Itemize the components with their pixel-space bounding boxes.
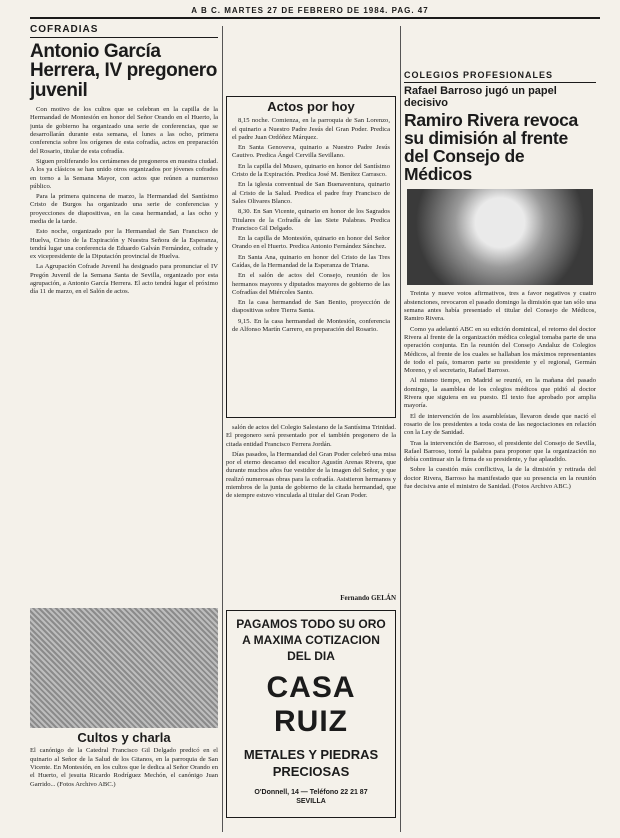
list-item: En Santa Genoveva, quinario a Nuestro Padre Jesús Cautivo. Predica Ángel Cervilla Sevillano. — [232, 144, 390, 160]
headline: Ramiro Rivera revoca su dimisión al frente del Consejo de Médicos — [404, 110, 578, 184]
section-title: COFRADIAS — [30, 24, 99, 35]
ad-line: PRECIOSAS — [272, 764, 350, 779]
column-divider — [400, 26, 401, 832]
headline: Antonio García Herrera, IV pregonero juvenil — [30, 41, 217, 101]
list-item: En la capilla de Montesión, quinario en honor del Señor Orando en el Huerto. Predica Antonio Fernández Sánchez. — [232, 235, 390, 251]
paragraph: Treinta y nueve votos afirmativos, tres a favor negativos y cuatro abstenciones, revocaron el pasado domingo la dimisión que tan sólo una semana antes había presentado el titular del Consejo de Médicos, Ramiro Rivera. — [404, 290, 596, 323]
column-divider — [222, 26, 223, 832]
portrait-photo — [407, 189, 593, 285]
paragraph: Tras la intervención de Barroso, el presidente del Consejo de Sevilla, Rafael Barroso, tomó la palabra para proponer que la organización no debía continuar sin la firma de su presidente, y fue aplaudido. — [404, 439, 596, 464]
article-body — [226, 424, 396, 592]
paragraph: La Agrupación Cofrade Juvenil ha designado para pronunciar el IV Pregón Juvenil de la Semana Santa de Sevilla, organizado por esta agrupación, a Antonio García Herrera. El acto tendrá lugar el próximo día 11 de marzo, en el Salón de actos. — [30, 263, 218, 296]
list-item: En la casa hermandad de San Benito, proyección de diapositivas sobre Tierra Santa. — [232, 299, 390, 315]
paragraph: salón de actos del Colegio Salesiano de la Santísima Trinidad. El pregonero será presentado por el también pregonero de la citada entidad Francisco Ferrera Jordán. — [226, 424, 396, 448]
ad-city: SEVILLA — [296, 798, 326, 805]
ad-line: PAGAMOS TODO SU ORO — [236, 617, 386, 631]
article-body — [30, 106, 218, 604]
running-head: A B C. MARTES 27 DE FEBRERO DE 1984. PAG. 47 — [191, 6, 429, 15]
paragraph: Para la primera quincena de marzo, la Hermandad del Santísimo Cristo de Burgos ha organizado una serie de conferencias y proyecciones de diapositivas, en la casa hermandad, a las ocho y media de la tarde. — [30, 193, 218, 225]
list-item: En el salón de actos del Consejo, reunión de los hermanos mayores y diputados mayores de gobierno de las Cofradías del Miércoles Santo. — [232, 272, 390, 296]
ad-brand: CASA RUIZ — [266, 671, 356, 738]
paragraph: Como ya adelantó ABC en su edición dominical, el retorno del doctor Rivera al frente de la organización médica colegial tomaba parte de una operación conjunta. En la reunión del Consejo Andaluz de Colegios Médicos, al frente de los cuales se hallaban los máximos representantes de todo el país, tomaron parte su presidente y el regional, Germán Moreno, y el secretario, Rafael Barroso. — [404, 325, 596, 375]
list-item: En la iglesia conventual de San Buenaventura, quinario al Cristo de la Salud. Predica el padre fray Francisco de Sales Olivares Blanco. — [232, 181, 390, 205]
ad-address: O'Donnell, 14 — Teléfono 22 21 87 — [254, 789, 368, 796]
section-title: COLEGIOS PROFESIONALES — [404, 70, 554, 80]
column-actos — [226, 96, 396, 832]
paragraph: Esto noche, organizado por la Hermandad de San Francisco de Huelva, Cristo de la Expiración y Nuestra Señora de la Esperanza, tendrá lugar una conferencia de Eduardo Galván Fernández, cofrade y ex vicepresidente de la Diputación provincial de Huelva. — [30, 228, 218, 261]
list-item: En Santa Ana, quinario en honor del Cristo de las Tres Caídas, de la Hermandad de la Esperanza de Triana. — [232, 253, 390, 269]
list-item: 8,15 noche. Comienza, en la parroquia de San Lorenzo, el quinario a Nuestro Padre Jesús del Gran Poder. Predica el padre Juan Ordóñez Márquez. — [232, 117, 390, 141]
list-item: 8,30. En San Vicente, quinario en honor de los Sagrados Titulares de la Cofradía de las Siete Palabras. Predica Francisco Gil Delgado. — [232, 208, 390, 232]
box-items — [232, 117, 390, 403]
top-rule — [30, 17, 600, 19]
kicker: Rafael Barroso jugó un papel decisivo — [404, 85, 557, 109]
box-title: Actos por hoy — [267, 99, 355, 114]
column-cofradias — [30, 22, 218, 832]
actos-box — [226, 96, 396, 418]
paragraph: Al mismo tiempo, en Madrid se reunió, en la mañana del pasado domingo, la asamblea de los colegios médicos que pidió al doctor Rivera que siguiera en su puesto. El texto fue aprobado por amplia mayoría. — [404, 377, 596, 410]
signature: Fernando GELÁN — [340, 594, 396, 602]
photo — [30, 608, 218, 728]
list-item: En la capilla del Museo, quinario en honor del Santísimo Cristo de la Expiración. Predica José M. Benítez Carrasco. — [232, 162, 390, 179]
ad-line: METALES Y PIEDRAS — [243, 747, 379, 762]
paragraph: Sobre la cuestión más conflictiva, la de la dimisión y retirada del doctor Rivera, Barroso ha manifestado que su presencia en la reunión fue decisiva ante el ministro de Sanidad. (Fotos Archivo ABC.) — [404, 466, 596, 490]
subhead: Cultos y charla — [77, 730, 171, 746]
paragraph: Días pasados, la Hermandad del Gran Poder celebró una misa por el eterno descanso del escultor Agustín Arenas Rivera, que durante muchos años fue vestidor de la imagen del Señor, y que realizó numerosas obras para la cofradía. Asistieron hermanos y miembros de la junta de gobierno de la citada hermandad, que de siempre estuvo vinculada al titular del Gran Poder. — [226, 450, 396, 500]
ad-line: A MAXIMA COTIZACION — [242, 633, 380, 647]
column-colegios — [404, 70, 596, 832]
advertisement — [226, 610, 396, 818]
paragraph: Siguen proliferando los certámenes de pregoneros en nuestra ciudad. A los ya clásicos se han unido otros organizados por jóvenes cofrades en torno a la Semana Mayor, con actos que reúnen a numeroso público. — [30, 157, 218, 190]
section-rule — [404, 82, 596, 83]
section-rule — [30, 37, 218, 38]
paragraph: Con motivo de los cultos que se celebran en la capilla de la Hermandad de Montesión en honor del Señor Orando en el Huerto, la junta de gobierno ha organizado una serie de conferencias, que se desarrollarán durante esta semana, el lunes a las ocho, primera conferencia sobre los orígenes de esta cofradía, actos en preparación del Rosario, titular de esta cofradía. — [30, 106, 218, 155]
article-body — [404, 290, 596, 776]
paragraph: El de intervención de los asambleístas, llevaron desde que nació el rosario de los presidentes a toda costa de las negociaciones en relación con la Ley de Sanidad. — [404, 412, 596, 437]
ad-line: DEL DIA — [287, 649, 335, 663]
list-item: 9,15. En la casa hermandad de Montesión, conferencia de Alfonso Martín Carrero, en preparación del Rosario. — [232, 317, 390, 334]
subhead-body: El canónigo de la Catedral Francisco Gil Delgado predicó en el quinario al Señor de la Salud de los Gitanos, en la parroquia de San Vicente. En Montesión, en los cultos que le dedica al Señor Orando en el Huerto, el jesuita Ricardo Rodríguez Mechón, el canónigo Juan Garrido... (Fotos Archivo ABC.) — [30, 747, 218, 788]
